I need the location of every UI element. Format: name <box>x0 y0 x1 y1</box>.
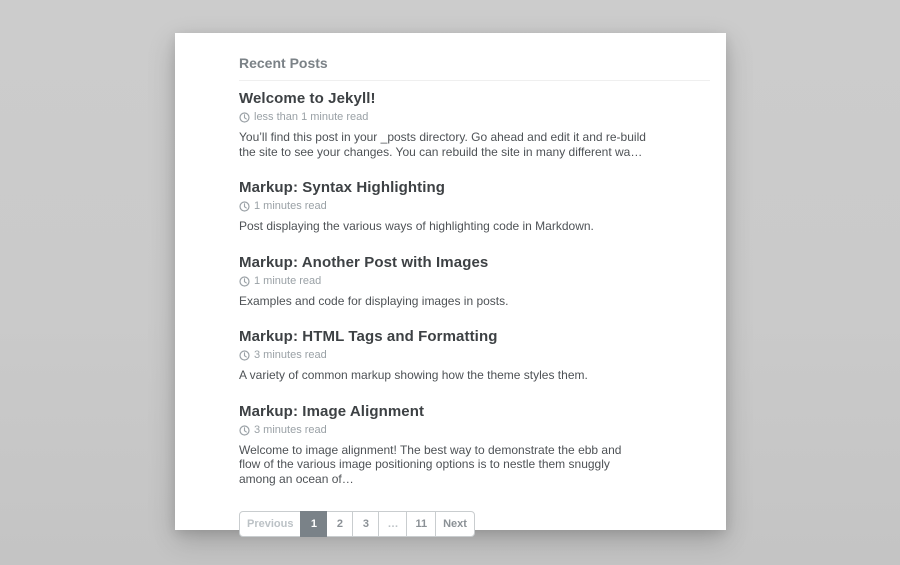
post-list <box>239 89 710 486</box>
pagination-previous-button: Previous <box>239 511 301 537</box>
post-title-link[interactable]: Markup: HTML Tags and Formatting <box>239 328 498 345</box>
post-meta <box>239 111 646 124</box>
clock-icon <box>239 201 250 212</box>
post-title-link[interactable]: Markup: Image Alignment <box>239 402 425 420</box>
pagination-next-button[interactable]: Next <box>435 511 475 537</box>
post-item <box>239 327 646 383</box>
clock-icon <box>239 350 250 361</box>
read-time: 3 minutes read <box>254 349 327 361</box>
post-meta <box>239 275 646 288</box>
post-excerpt: You’ll find this post in your _posts directory. Go ahead and edit it and re-build the site to see your changes. You can rebuild the site in many different wa… <box>239 130 646 159</box>
post-item <box>239 89 646 159</box>
read-time: 3 minutes read <box>254 423 327 436</box>
pagination-page-11[interactable]: 11 <box>406 511 436 537</box>
post-title <box>239 327 646 347</box>
post-title-link[interactable]: Markup: Syntax Highlighting <box>239 179 446 196</box>
pagination-ellipsis: … <box>378 511 407 537</box>
read-time: less than 1 minute read <box>254 111 369 123</box>
post-title-link[interactable]: Welcome to Jekyll! <box>239 90 376 107</box>
post-excerpt: Post displaying the various ways of highlighting code in Markdown. <box>239 219 594 233</box>
post-excerpt: A variety of common markup showing how the theme styles them. <box>239 368 588 382</box>
post-excerpt: Examples and code for displaying images in posts. <box>239 293 509 308</box>
post-title <box>239 89 646 109</box>
post-title <box>239 402 646 422</box>
post-title-link[interactable]: Markup: Another Post with Images <box>239 253 489 271</box>
pagination <box>239 511 475 537</box>
post-item <box>239 253 646 309</box>
post-meta <box>239 200 646 213</box>
post-item <box>239 402 646 487</box>
pagination-page-3[interactable]: 3 <box>352 511 379 537</box>
post-meta <box>239 424 646 437</box>
read-time: 1 minute read <box>254 274 322 287</box>
clock-icon <box>239 425 250 436</box>
clock-icon <box>239 112 250 123</box>
post-title <box>239 178 646 198</box>
read-time: 1 minutes read <box>254 200 327 212</box>
post-item <box>239 178 646 234</box>
pagination-page-1[interactable]: 1 <box>300 511 327 537</box>
clock-icon <box>239 276 250 287</box>
post-title <box>239 253 646 273</box>
page-title: Recent Posts <box>239 55 710 81</box>
content-card <box>175 33 726 530</box>
archive-content <box>175 33 726 537</box>
post-meta <box>239 349 646 362</box>
post-excerpt: Welcome to image alignment! The best way to demonstrate the ebb and flow of the various image positioning options is to nestle them snuggly among an ocean of… <box>239 442 622 486</box>
pagination-page-2[interactable]: 2 <box>326 511 353 537</box>
